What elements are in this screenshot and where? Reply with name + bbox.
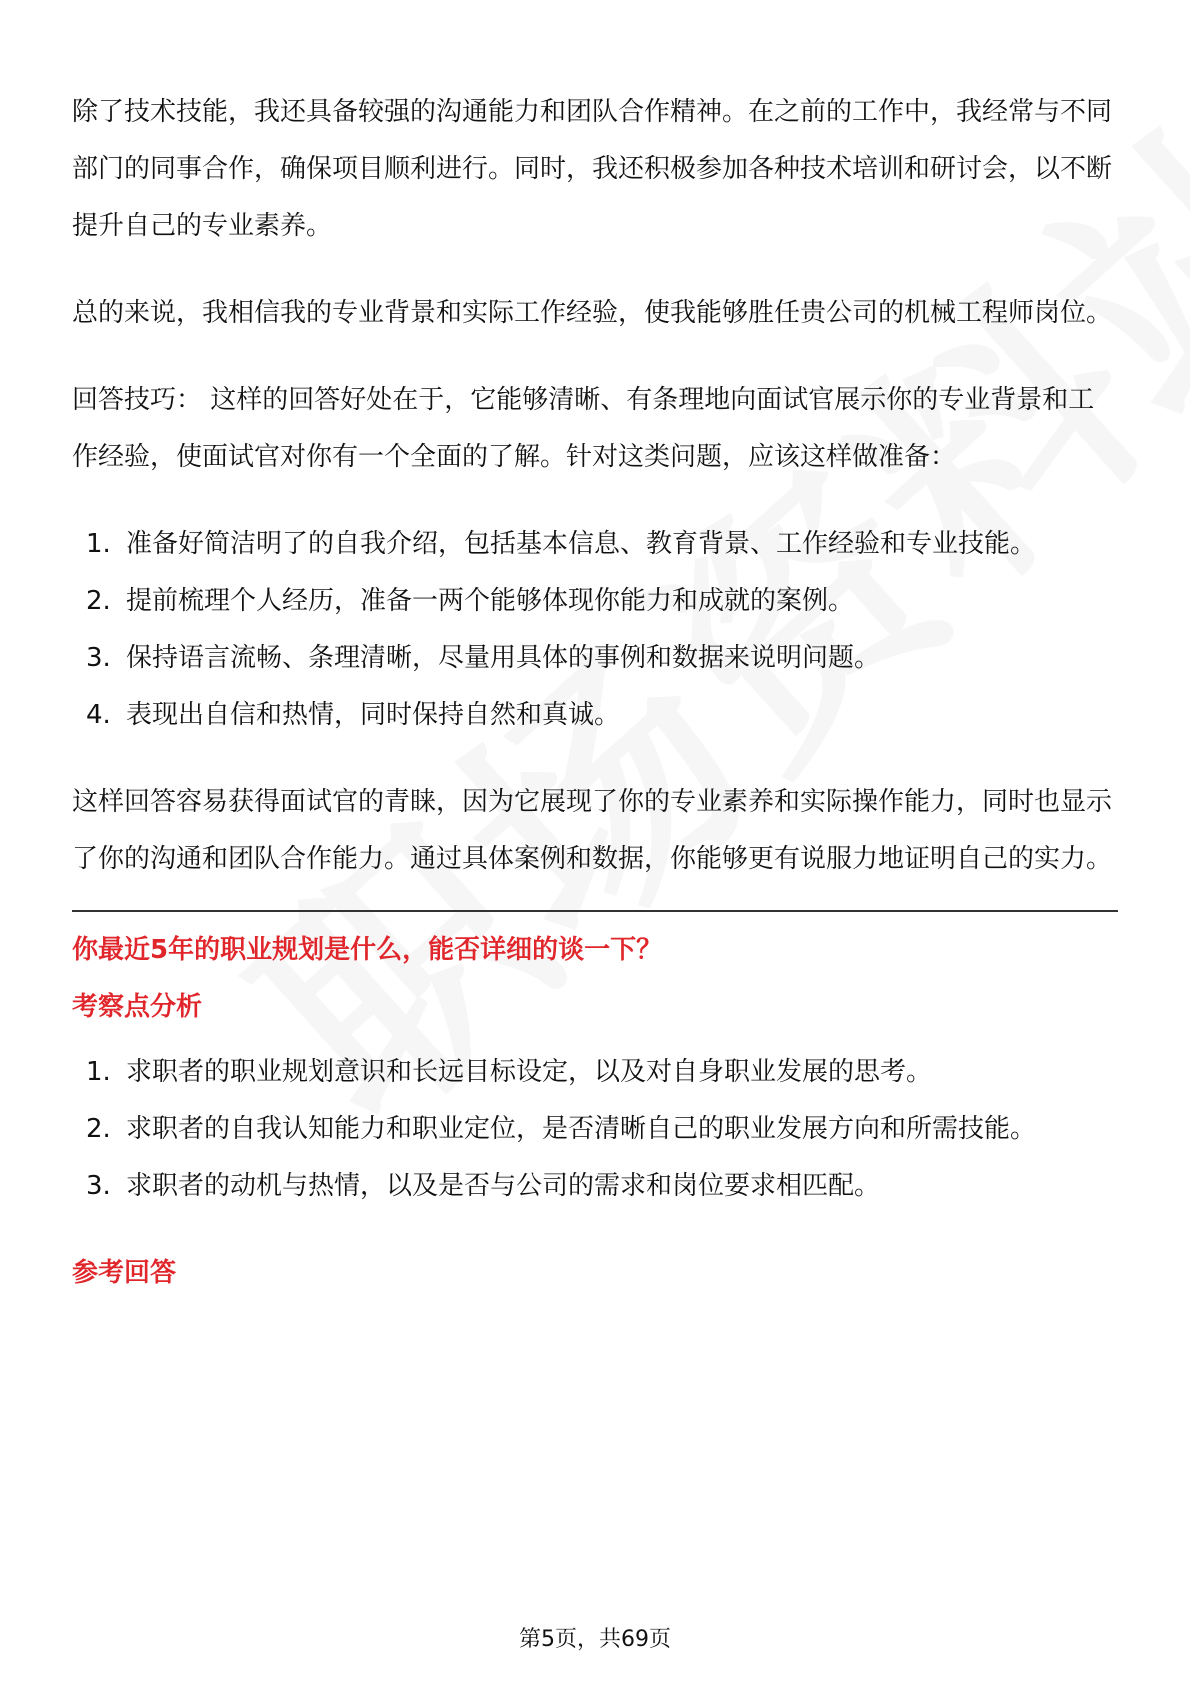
list-number: 1.: [86, 529, 111, 559]
page-footer: 第5页，共69页: [519, 1627, 671, 1652]
list-number: 3.: [86, 643, 111, 673]
list-item: [72, 573, 1118, 630]
list-text: 提前梳理个人经历，准备一两个能够体现你能力和成就的案例。: [126, 586, 855, 616]
list-number: 4.: [86, 700, 111, 730]
section-divider: [72, 910, 1118, 912]
list-text: 表现出自信和热情，同时保持自然和真诚。: [126, 700, 621, 730]
analysis-list: [72, 1044, 1118, 1215]
list-item: [72, 1101, 1118, 1158]
list-text: 求职者的动机与热情，以及是否与公司的需求和岗位要求相匹配。: [126, 1171, 881, 1201]
list-number: 2.: [86, 586, 111, 616]
list-item: [72, 1158, 1118, 1215]
list-text: 求职者的自我认知能力和职业定位，是否清晰自己的职业发展方向和所需技能。: [126, 1114, 1037, 1144]
tips-list: [72, 516, 1118, 744]
list-text: 准备好简洁明了的自我介绍，包括基本信息、教育背景、工作经验和专业技能。: [126, 529, 1037, 559]
paragraph-answer-tips: 回答技巧： 这样的回答好处在于，它能够清晰、有条理地向面试官展示你的专业背景和工作经验，使面试官对你有一个全面的了解。针对这类问题，应该这样做准备：: [72, 385, 1095, 472]
list-item: [72, 516, 1118, 573]
list-text: 保持语言流畅、条理清晰，尽量用具体的事例和数据来说明问题。: [126, 643, 881, 673]
list-item: [72, 687, 1118, 744]
list-text: 求职者的职业规划意识和长远目标设定，以及对自身职业发展的思考。: [126, 1057, 933, 1087]
list-number: 3.: [86, 1171, 111, 1201]
question-title: 你最近5年的职业规划是什么，能否详细的谈一下？: [72, 935, 663, 965]
list-number: 2.: [86, 1114, 111, 1144]
paragraph-skills: 除了技术技能，我还具备较强的沟通能力和团队合作精神。在之前的工作中，我经常与不同部门的同事合作，确保项目顺利进行。同时，我还积极参加各种技术培训和研讨会，以不断提升自己的专业素养。: [72, 97, 1113, 241]
list-number: 1.: [86, 1057, 111, 1087]
page-content: [72, 84, 1118, 1310]
list-item: [72, 1044, 1118, 1101]
list-item: [72, 630, 1118, 687]
analysis-heading: 考察点分析: [72, 992, 203, 1022]
answer-heading: 参考回答: [72, 1258, 177, 1288]
paragraph-summary: 总的来说，我相信我的专业背景和实际工作经验，使我能够胜任贵公司的机械工程师岗位。: [72, 298, 1113, 328]
paragraph-conclusion: 这样回答容易获得面试官的青睐，因为它展现了你的专业素养和实际操作能力，同时也显示了你的沟通和团队合作能力。通过具体案例和数据，你能够更有说服力地证明自己的实力。: [72, 787, 1113, 874]
